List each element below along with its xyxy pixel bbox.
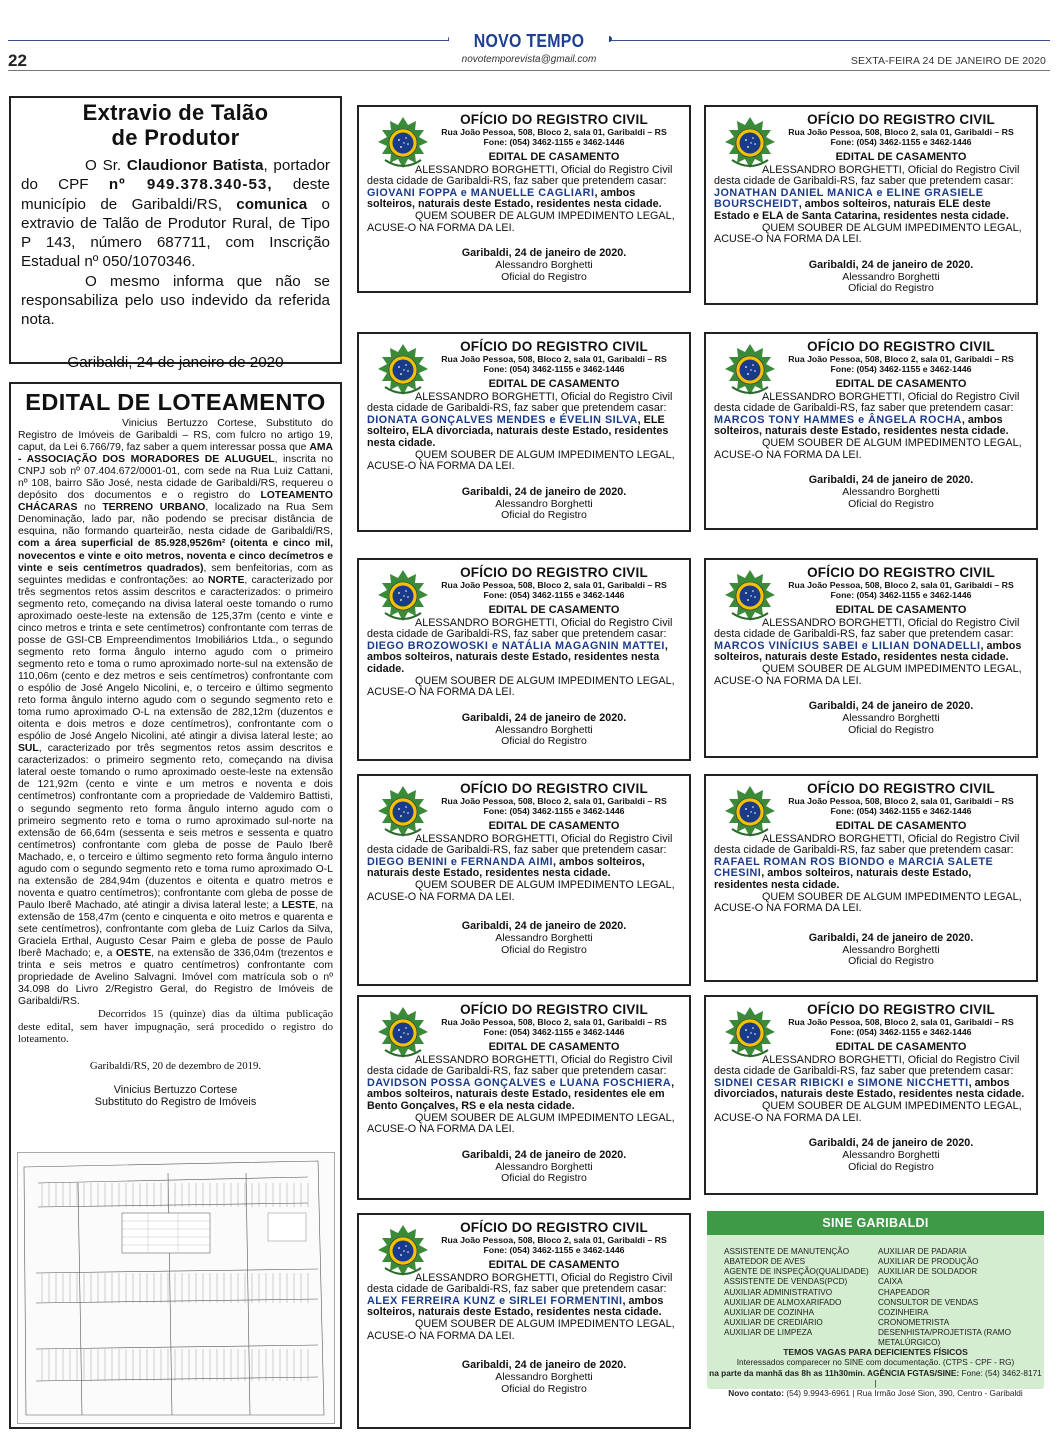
registro-officer: Alessandro Borghetti [495,931,593,944]
registro-intro: ALESSANDRO BORGHETTI, Oficial do Registro Civil desta cidade de Garibaldi-RS, faz saber que pretendem casar: [367,390,673,415]
loteamento-notice [9,382,342,1429]
registro-couple: DIONATA GONÇALVES MENDES e ÉVELIN SILVA [367,413,638,426]
registro-title: OFÍCIO DO REGISTRO CIVIL [807,112,995,127]
brazil-coat-of-arms-icon [375,569,431,625]
registro-body [714,618,1028,688]
registro-intro: ALESSANDRO BORGHETTI, Oficial do Registro Civil desta cidade de Garibaldi-RS, faz saber que pretendem casar: [367,1271,673,1296]
registro-phone: Fone: (054) 3462-1155 e 3462-1446 [483,137,625,148]
registro-address: Rua João Pessoa, 508, Bloco 2, sala 01, Garibaldi – RS [441,1017,667,1027]
registro-detail: , ambos divorciados, naturais deste Estado, residentes nesta cidade. [714,1076,1025,1101]
registro-address: Rua João Pessoa, 508, Bloco 2, sala 01, Garibaldi – RS [441,580,667,590]
registro-role: Oficial do Registro [848,497,934,510]
sine-job-item: AUXILIAR DE PRODUÇÃO [878,1257,979,1267]
registro-title: OFÍCIO DO REGISTRO CIVIL [460,1002,648,1017]
brazil-coat-of-arms-icon [722,343,778,399]
registro-date: Garibaldi, 24 de janeiro de 2020. [808,1137,974,1150]
registro-signature [754,1138,1028,1173]
brazil-coat-of-arms-icon [722,785,778,841]
registro-address: Rua João Pessoa, 508, Bloco 2, sala 01, Garibaldi – RS [441,127,667,137]
registro-detail: , ambos solteiros, naturais deste Estado, residentes nesta cidade. [714,867,972,891]
registro-role: Oficial do Registro [501,1172,587,1185]
sine-job-item: AUXILIAR ADMINISTRATIVO [724,1287,833,1297]
registro-title: OFÍCIO DO REGISTRO CIVIL [460,112,648,127]
registro-subtitle: EDITAL DE CASAMENTO [488,1040,620,1053]
registro-signature [407,1360,681,1395]
registro-officer: Alessandro Borghetti [842,711,940,724]
registro-warning: QUEM SOUBER DE ALGUM IMPEDIMENTO LEGAL, ACUSE-O NA FORMA DA LEI. [367,674,675,699]
registro-warning: QUEM SOUBER DE ALGUM IMPEDIMENTO LEGAL, ACUSE-O NA FORMA DA LEI. [367,878,675,903]
registro-intro: ALESSANDRO BORGHETTI, Oficial do Registro Civil desta cidade de Garibaldi-RS, faz saber que pretendem casar: [714,832,1020,857]
loteamento-site-plan [17,1152,335,1424]
registro-subtitle: EDITAL DE CASAMENTO [835,1040,967,1053]
registro-intro: ALESSANDRO BORGHETTI, Oficial do Registro Civil desta cidade de Garibaldi-RS, faz saber que pretendem casar: [714,1053,1020,1078]
registro-warning: QUEM SOUBER DE ALGUM IMPEDIMENTO LEGAL, ACUSE-O NA FORMA DA LEI. [714,1099,1022,1124]
registro-date: Garibaldi, 24 de janeiro de 2020. [808,931,974,944]
registro-notice [357,774,691,986]
registro-notice [357,105,691,293]
registro-notice [357,558,691,761]
loteamento-title: EDITAL DE LOTEAMENTO [25,389,326,415]
registro-notice [357,1213,691,1429]
registro-subtitle: EDITAL DE CASAMENTO [488,819,620,832]
registro-role: Oficial do Registro [501,509,587,522]
loteamento-decorridos: Decorridos 15 (quinze) dias da última publicação deste edital, sem haver impugnação, será procedido o registro do loteamento. [18,1008,333,1046]
sine-job-item: CHAPEADOR [878,1287,930,1297]
brazil-coat-of-arms-icon [375,1006,431,1062]
registro-notice [704,105,1038,305]
registro-body [367,392,681,473]
registro-body [714,834,1028,915]
registro-couple: JONATHAN DANIEL MANICA e ELINE GRASIELE BOURSCHEIDT [714,186,984,211]
sine-footer [707,1347,1044,1398]
registro-couple: GIOVANI FOPPA e MANUELLE CAGLIARI [367,186,595,199]
registro-address: Rua João Pessoa, 508, Bloco 2, sala 01, Garibaldi – RS [788,796,1014,806]
registro-title: OFÍCIO DO REGISTRO CIVIL [807,565,995,580]
registro-body [367,618,681,699]
registro-detail: , ambos solteiros, naturais deste Estado, residentes nesta cidade. [367,1294,664,1319]
registro-date: Garibaldi, 24 de janeiro de 2020. [461,485,627,498]
registro-body [714,392,1028,462]
sine-jobs-left [724,1247,869,1338]
registro-phone: Fone: (054) 3462-1155 e 3462-1446 [483,1245,625,1256]
registro-subtitle: EDITAL DE CASAMENTO [488,1258,620,1271]
registro-intro: ALESSANDRO BORGHETTI, Oficial do Registro Civil desta cidade de Garibaldi-RS, faz saber que pretendem casar: [367,832,673,857]
registro-title: OFÍCIO DO REGISTRO CIVIL [807,781,995,796]
registro-address: Rua João Pessoa, 508, Bloco 2, sala 01, Garibaldi – RS [788,1017,1014,1027]
talao-title-1: Extravio de Talão [82,100,269,125]
registro-couple: SIDNEI CESAR RIBICKI e SIMONE NICCHETTI [714,1076,969,1089]
header-subrule [8,70,1050,71]
registro-body [714,1055,1028,1125]
registro-signature [407,248,681,283]
registro-notice [357,995,691,1200]
registro-date: Garibaldi, 24 de janeiro de 2020. [461,1359,627,1372]
registro-date: Garibaldi, 24 de janeiro de 2020. [461,920,627,933]
registro-address: Rua João Pessoa, 508, Bloco 2, sala 01, Garibaldi – RS [441,1235,667,1245]
registro-title: OFÍCIO DO REGISTRO CIVIL [460,1220,648,1235]
sine-job-item: AUXILIAR DE PADARIA [878,1247,967,1256]
registro-phone: Fone: (054) 3462-1155 e 3462-1446 [483,1027,625,1038]
registro-body [367,1273,681,1343]
registro-officer: Alessandro Borghetti [495,1160,593,1173]
loteamento-signature-role: Substituto do Registro de Imóveis [94,1096,257,1109]
registro-detail: , ambos solteiros, naturais deste Estado, residentes nesta cidade. [367,855,645,880]
sine-footer-hours: na parte da manhã das 8h as 11h30min. AGÊNCIA FGTAS/SINE: Fone: (54) 3462-8171 | [709,1367,1042,1388]
sine-job-item: CONSULTOR DE VENDAS [878,1297,979,1307]
registro-body [714,165,1028,246]
registro-date: Garibaldi, 24 de janeiro de 2020. [808,258,974,271]
registro-officer: Alessandro Borghetti [842,485,940,498]
registro-role: Oficial do Registro [501,943,587,956]
registro-signature [754,260,1028,295]
sine-jobs-panel [707,1211,1044,1399]
registro-couple: DAVIDSON POSSA GONÇALVES e LUANA FOSCHIERA [367,1076,672,1089]
registro-warning: QUEM SOUBER DE ALGUM IMPEDIMENTO LEGAL, ACUSE-O NA FORMA DA LEI. [714,436,1022,461]
registro-officer: Alessandro Borghetti [842,270,940,283]
registro-intro: ALESSANDRO BORGHETTI, Oficial do Registro Civil desta cidade de Garibaldi-RS, faz saber que pretendem casar: [367,1053,673,1078]
registro-title: OFÍCIO DO REGISTRO CIVIL [807,339,995,354]
registro-intro: ALESSANDRO BORGHETTI, Oficial do Registro Civil desta cidade de Garibaldi-RS, faz saber que pretendem casar: [714,390,1020,415]
registro-phone: Fone: (054) 3462-1155 e 3462-1446 [830,590,972,601]
registro-detail: , ambos solteiros, naturais deste Estado, residentes nesta cidade. [367,639,668,675]
sine-job-item: ASSISTENTE DE MANUTENÇÃO [724,1247,850,1256]
sine-job-item: ABATEDOR DE AVES [724,1257,806,1267]
registro-date: Garibaldi, 24 de janeiro de 2020. [461,247,627,260]
loteamento-body: Vinicius Bertuzzo Cortese, Substituto do Registro de Imóveis de Garibaldi – RS, com fulcro no artigo 19, caput, da Lei 6.766/79, faz saber a quem interessar possa que AMA - ASSOCIAÇÃO DOS MORADORES DE ALUGUEL, inscrita no CNPJ sob nº 07.404.672/0001-01, com sede na Rua Luiz Cattani, nº 108, bairro São José, nesta cidade de Garibaldi/RS, requereu o depósito dos documentos e o registro do LOTEAMENTO CHÁCARAS no TERRENO URBANO, localizado na Rua Sem Denominação, lado par, não podendo se precisar distância de esquina, não formando quarteirão, nesta cidade de Garibaldi/RS, com a área superficial de 85.928,9526m² (oitenta e cinco mil, novecentos e vinte e oito metros, noventa e cinco decímetros e vinte e seis centímetros quadrados), sem benfeitorias, com as seguintes medidas e confrontações: ao NORTE, caracterizado por três segmentos retos assim descritos e caracterizados: o primeiro segmento reto, começando na divisa lateral oeste tomando o rumo aproximado oeste-leste na extensão de 125,37m (cento e vinte e cinco metros e trinta e sete centímetros) confrontante com terras de posse de GSI-CB Empreendimentos Imobiliários Ltda., o segundo segmento reto forma ângulo interno agudo com o primeiro segmento reto e toma o rumo aproximado norte-sul na extensão de 110,06m (cento e dez metros e seis centímetros) confrontante com o espólio de José Angelo Nicolini, e, o terceiro e último segmento reto forma ângulo interno agudo com o segundo segmento reto e toma rumo aproximado O-L na extensão de 282,12m (duzentos e oitenta e dois metros e doze centímetros), confrontante com o espólio de José Angelo Nicolini, até atingir a divisa lateral leste; ao SUL, caracterizado por três segmentos retos assim descritos e caracterizados: o primeiro segmento reto, começando na divisa lateral oeste tomando o rumo aproximado oeste-leste na extensão de 121,92m (cento e vinte e um metros e noventa e dois centímetros) confrontante com a propriedade de Valdemiro Battisti, o segundo segmento reto forma ângulo interno agudo com o primeiro segmento reto e toma o rumo aproximado sul-norte na extensão de 66,64m (sessenta e seis metros e sessenta e quatro centímetros) confrontante com gleba de posse de Paulo Iberê Machado, e, o terceiro e último segmento reto forma ângulo interno agudo com o segundo segmento reto e toma rumo aproximado O-L na extensão de 284,94m (duzentos e oitenta e quatro metros e noventa e quatro centímetros); confrontante com gleba de posse de Paulo Iberê Machado, até atingir a divisa lateral leste; a LESTE, na extensão de 158,47m (cento e cinquenta e oito metros e quarenta e sete centímetros), confrontante com gleba de Luiz Carlos da Silva, Graciela Erthal, Augusto Cesar Paim e gleba de posse de Paulo Iberê Machado; e, a OESTE, na extensão de 336,04m (trezentos e trinta e seis metros e quatro centímetros) confrontante com propriedade de Avelino Salvagni. Imóvel com matrícula sob o nº 34.098 do Livro 2/Registro Geral, do Registro de Imóveis de Garibaldi/RS. [18,418,333,1008]
masthead: NOVO TEMPO [449,28,609,54]
registro-role: Oficial do Registro [848,723,934,736]
sine-job-item: AUXILIAR DE CREDIÁRIO [724,1318,823,1328]
registro-date: Garibaldi, 24 de janeiro de 2020. [808,700,974,713]
registro-officer: Alessandro Borghetti [495,258,593,271]
registro-phone: Fone: (054) 3462-1155 e 3462-1446 [830,364,972,375]
sine-job-item: AGENTE DE INSPEÇÃO(QUALIDADE) [724,1267,869,1277]
registro-address: Rua João Pessoa, 508, Bloco 2, sala 01, Garibaldi – RS [441,354,667,364]
registro-title: OFÍCIO DO REGISTRO CIVIL [460,781,648,796]
registro-intro: ALESSANDRO BORGHETTI, Oficial do Registro Civil desta cidade de Garibaldi-RS, faz saber que pretendem casar: [367,616,673,641]
registro-warning: QUEM SOUBER DE ALGUM IMPEDIMENTO LEGAL, ACUSE-O NA FORMA DA LEI. [367,1317,675,1342]
registro-intro: ALESSANDRO BORGHETTI, Oficial do Registro Civil desta cidade de Garibaldi-RS, faz saber que pretendem casar: [367,163,673,188]
registro-title: OFÍCIO DO REGISTRO CIVIL [807,1002,995,1017]
registro-address: Rua João Pessoa, 508, Bloco 2, sala 01, Garibaldi – RS [441,796,667,806]
registro-signature [754,475,1028,510]
registro-signature [407,487,681,522]
registro-signature [407,1150,681,1185]
registro-subtitle: EDITAL DE CASAMENTO [835,603,967,616]
registro-role: Oficial do Registro [501,735,587,748]
registro-notice [704,558,1038,758]
header-date: SEXTA-FEIRA 24 DE JANEIRO DE 2020 [850,55,1046,67]
registro-body [367,165,681,235]
loteamento-signature-name: Vinicius Bertuzzo Cortese [113,1084,238,1097]
brazil-coat-of-arms-icon [375,785,431,841]
registro-couple: MARCOS VINÍCIUS SABEI e LILIAN DONADELLI [714,639,981,652]
sine-job-item: ASSISTENTE DE VENDAS(PCD) [724,1277,848,1287]
registro-title: OFÍCIO DO REGISTRO CIVIL [460,339,648,354]
registro-warning: QUEM SOUBER DE ALGUM IMPEDIMENTO LEGAL, ACUSE-O NA FORMA DA LEI. [367,209,675,234]
brazil-coat-of-arms-icon [722,569,778,625]
talao-paragraph-1: O Sr. Claudionor Batista, portador do CPF nº 949.378.340-53, deste município de Garibaldi/RS, comunica o extravio de Talão de Produtor Rural, de Tipo P 143, número 687711, com Inscrição Estadual nº 050/1070346. [21,157,330,271]
registro-officer: Alessandro Borghetti [495,723,593,736]
registro-detail: , ambos solteiros, naturais deste Estado, residentes nesta cidade. [714,413,1009,438]
registro-couple: ALEX FERREIRA KUNZ e SIRLEI FORMENTINI [367,1294,623,1307]
sine-title: SINE GARIBALDI [707,1211,1044,1235]
registro-address: Rua João Pessoa, 508, Bloco 2, sala 01, Garibaldi – RS [788,580,1014,590]
registro-warning: QUEM SOUBER DE ALGUM IMPEDIMENTO LEGAL, ACUSE-O NA FORMA DA LEI. [714,662,1022,687]
registro-notice [704,995,1038,1195]
registro-warning: QUEM SOUBER DE ALGUM IMPEDIMENTO LEGAL, ACUSE-O NA FORMA DA LEI. [714,221,1022,246]
registro-date: Garibaldi, 24 de janeiro de 2020. [461,1148,627,1161]
sine-jobs-right [878,1247,1044,1349]
sine-job-item: CRONOMETRISTA [878,1318,950,1328]
sine-footer-vagas: TEMOS VAGAS PARA DEFICIENTES FÍSICOS [783,1347,968,1357]
registro-body [367,834,681,904]
registro-signature [754,933,1028,968]
talao-signature: Garibaldi, 24 de janeiro de 2020 [67,353,284,371]
registro-detail: , ambos solteiros, naturais ELE deste Estado e ELA de Santa Catarina, residentes nesta cidade. [714,198,1009,222]
registro-couple: RAFAEL ROMAN ROS BIONDO e MARCIA SALETE CHESINI [714,855,994,880]
sine-footer-contact: Novo contato: (54) 9.9943-6961 | Rua Irmão José Sion, 390, Centro - Garibaldi [728,1388,1023,1399]
registro-subtitle: EDITAL DE CASAMENTO [488,150,620,163]
registro-address: Rua João Pessoa, 508, Bloco 2, sala 01, Garibaldi – RS [788,354,1014,364]
registro-detail: , ambos solteiros, naturais deste Estado, residentes nesta cidade. [367,186,662,211]
registro-subtitle: EDITAL DE CASAMENTO [835,377,967,390]
registro-detail: , ELE solteiro, ELA divorciada, naturais deste Estado, residentes nesta cidade. [367,413,669,449]
loteamento-date: Garibaldi/RS, 20 de dezembro de 2019. [89,1059,262,1072]
registro-notice [704,774,1038,982]
registro-phone: Fone: (054) 3462-1155 e 3462-1446 [483,806,625,817]
sine-job-item: DESENHISTA/PROJETISTA (RAMO METALÚRGICO) [878,1328,1011,1348]
registro-phone: Fone: (054) 3462-1155 e 3462-1446 [483,590,625,601]
registro-phone: Fone: (054) 3462-1155 e 3462-1446 [830,806,972,817]
brazil-coat-of-arms-icon [375,116,431,172]
registro-role: Oficial do Registro [501,270,587,283]
registro-officer: Alessandro Borghetti [842,943,940,956]
registro-phone: Fone: (054) 3462-1155 e 3462-1446 [830,1027,972,1038]
registro-subtitle: EDITAL DE CASAMENTO [488,377,620,390]
registro-address: Rua João Pessoa, 508, Bloco 2, sala 01, Garibaldi – RS [788,127,1014,137]
registro-body [367,1055,681,1136]
registro-officer: Alessandro Borghetti [495,1370,593,1383]
talao-notice [9,96,342,371]
brazil-coat-of-arms-icon [375,1224,431,1280]
registro-date: Garibaldi, 24 de janeiro de 2020. [808,474,974,487]
brazil-coat-of-arms-icon [722,116,778,172]
registro-subtitle: EDITAL DE CASAMENTO [835,150,967,163]
registro-signature [407,713,681,748]
registro-warning: QUEM SOUBER DE ALGUM IMPEDIMENTO LEGAL, ACUSE-O NA FORMA DA LEI. [714,890,1022,915]
brazil-coat-of-arms-icon [722,1006,778,1062]
registro-couple: DIEGO BROZOWOSKI e NATÁLIA MAGAGNIN MATTEI [367,639,665,652]
registro-officer: Alessandro Borghetti [842,1148,940,1161]
header-email[interactable]: novotemporevista@gmail.com [461,54,597,65]
registro-signature [407,921,681,956]
registro-couple: DIEGO BENINI e FERNANDA AIMI [367,855,553,868]
registro-detail: , ambos solteiros, naturais deste Estado, residentes ele em Bento Gonçalves, RS e ela nesta cidade. [367,1076,675,1112]
registro-phone: Fone: (054) 3462-1155 e 3462-1446 [830,137,972,148]
registro-intro: ALESSANDRO BORGHETTI, Oficial do Registro Civil desta cidade de Garibaldi-RS, faz saber que pretendem casar: [714,616,1020,641]
registro-role: Oficial do Registro [501,1382,587,1395]
sine-job-item: CAIXA [878,1277,903,1287]
registro-role: Oficial do Registro [848,1160,934,1173]
brazil-coat-of-arms-icon [375,343,431,399]
sine-job-item: AUXILIAR DE COZINHA [724,1307,815,1317]
registro-officer: Alessandro Borghetti [495,497,593,510]
registro-subtitle: EDITAL DE CASAMENTO [835,819,967,832]
registro-notice [704,332,1038,530]
registro-detail: , ambos solteiros, naturais deste Estado, residentes nesta cidade. [714,639,1022,664]
registro-role: Oficial do Registro [848,282,934,295]
talao-paragraph-2: O mesmo informa que não se responsabiliza pelo uso indevido da referida nota. [21,272,330,329]
sine-job-item: AUXILIAR DE SOLDADOR [878,1267,978,1277]
sine-job-item: COZINHEIRA [878,1307,929,1317]
registro-phone: Fone: (054) 3462-1155 e 3462-1446 [483,364,625,375]
registro-title: OFÍCIO DO REGISTRO CIVIL [460,565,648,580]
talao-title-2: de Produtor [111,125,240,150]
registro-role: Oficial do Registro [848,955,934,968]
page-number: 22 [8,51,27,70]
sine-job-item: AUXILIAR DE ALMOXARIFADO [724,1297,842,1307]
registro-warning: QUEM SOUBER DE ALGUM IMPEDIMENTO LEGAL, ACUSE-O NA FORMA DA LEI. [367,448,675,473]
registro-intro: ALESSANDRO BORGHETTI, Oficial do Registro Civil desta cidade de Garibaldi-RS, faz saber que pretendem casar: [714,163,1020,188]
registro-date: Garibaldi, 24 de janeiro de 2020. [461,711,627,724]
registro-couple: MARCOS TONY HAMMES e ÂNGELA ROCHA [714,413,962,426]
registro-signature [754,701,1028,736]
registro-notice [357,332,691,532]
registro-subtitle: EDITAL DE CASAMENTO [488,603,620,616]
sine-job-item: AUXILIAR DE LIMPEZA [724,1328,813,1338]
sine-footer-docs: Interessados comparecer no SINE com documentação. (CTPS - CPF - RG) [736,1357,1015,1368]
registro-warning: QUEM SOUBER DE ALGUM IMPEDIMENTO LEGAL, ACUSE-O NA FORMA DA LEI. [367,1111,675,1136]
